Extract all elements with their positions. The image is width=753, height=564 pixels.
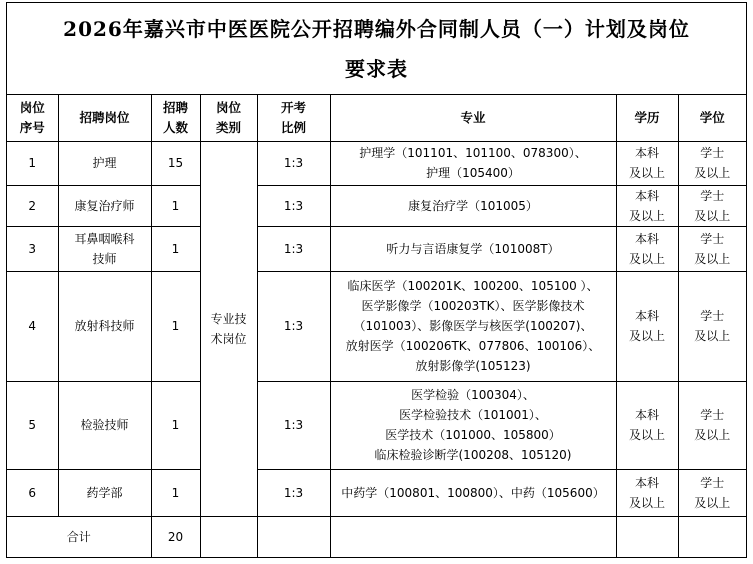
table-row <box>7 185 746 226</box>
degree-cell: 学士 及以上 <box>678 271 746 381</box>
title-line-1: 2026年嘉兴市中医医院公开招聘编外合同制人员（一）计划及岗位 <box>63 17 690 41</box>
header-major: 专业 <box>330 95 616 141</box>
header-seq: 岗位 序号 <box>7 95 58 141</box>
empty-cell <box>330 516 616 558</box>
degree-cell: 学士 及以上 <box>678 469 746 516</box>
major-cell: 临床医学（100201K、100200、105100 ）、 医学影像学（100203TK）、医学影像技术 （101003）、影像医学与核医学(100207)、 放射医学（100206TK、077806、100106）、 放射影像学(105123) <box>330 271 616 381</box>
education-cell: 本科 及以上 <box>616 271 678 381</box>
seq-cell: 1 <box>7 141 58 185</box>
empty-cell <box>257 516 330 558</box>
seq-cell: 4 <box>7 271 58 381</box>
table-row <box>7 381 746 469</box>
ratio-cell: 1:3 <box>257 381 330 469</box>
table-row <box>7 226 746 271</box>
table-row <box>7 141 746 185</box>
count-cell: 1 <box>151 381 200 469</box>
total-count: 20 <box>151 516 200 558</box>
major-cell: 中药学（100801、100800）、中药（105600） <box>330 469 616 516</box>
ratio-cell: 1:3 <box>257 185 330 226</box>
major-cell: 康复治疗学（101005） <box>330 185 616 226</box>
title-line-2: 要求表 <box>345 57 408 81</box>
position-cell: 检验技师 <box>58 381 151 469</box>
count-cell: 1 <box>151 469 200 516</box>
degree-cell: 学士 及以上 <box>678 381 746 469</box>
recruitment-plan-sheet <box>6 2 747 558</box>
seq-cell: 6 <box>7 469 58 516</box>
count-cell: 1 <box>151 271 200 381</box>
seq-cell: 2 <box>7 185 58 226</box>
ratio-cell: 1:3 <box>257 271 330 381</box>
header-category: 岗位 类别 <box>200 95 257 141</box>
education-cell: 本科 及以上 <box>616 141 678 185</box>
total-label: 合计 <box>7 516 151 558</box>
header-ratio: 开考 比例 <box>257 95 330 141</box>
position-cell: 护理 <box>58 141 151 185</box>
position-cell: 放射科技师 <box>58 271 151 381</box>
ratio-cell: 1:3 <box>257 469 330 516</box>
count-cell: 15 <box>151 141 200 185</box>
category-cell: 专业技 术岗位 <box>200 141 257 516</box>
table-header-row <box>7 95 746 141</box>
table-row <box>7 469 746 516</box>
header-education: 学历 <box>616 95 678 141</box>
major-cell: 听力与言语康复学（101008T） <box>330 226 616 271</box>
total-row <box>7 516 746 558</box>
degree-cell: 学士 及以上 <box>678 226 746 271</box>
header-count: 招聘 人数 <box>151 95 200 141</box>
seq-cell: 5 <box>7 381 58 469</box>
count-cell: 1 <box>151 185 200 226</box>
header-degree: 学位 <box>678 95 746 141</box>
empty-cell <box>200 516 257 558</box>
degree-cell: 学士 及以上 <box>678 185 746 226</box>
empty-cell <box>678 516 746 558</box>
major-cell: 医学检验（100304）、 医学检验技术（101001）、 医学技术（101000、105800） 临床检验诊断学(100208、105120) <box>330 381 616 469</box>
education-cell: 本科 及以上 <box>616 381 678 469</box>
major-cell: 护理学（101101、101100、078300）、 护理（105400） <box>330 141 616 185</box>
page-title <box>7 3 746 95</box>
degree-cell: 学士 及以上 <box>678 141 746 185</box>
education-cell: 本科 及以上 <box>616 226 678 271</box>
position-cell: 药学部 <box>58 469 151 516</box>
table-row <box>7 271 746 381</box>
count-cell: 1 <box>151 226 200 271</box>
position-cell: 康复治疗师 <box>58 185 151 226</box>
ratio-cell: 1:3 <box>257 226 330 271</box>
position-cell: 耳鼻咽喉科 技师 <box>58 226 151 271</box>
positions-table <box>7 95 746 558</box>
education-cell: 本科 及以上 <box>616 469 678 516</box>
education-cell: 本科 及以上 <box>616 185 678 226</box>
ratio-cell: 1:3 <box>257 141 330 185</box>
header-position: 招聘岗位 <box>58 95 151 141</box>
seq-cell: 3 <box>7 226 58 271</box>
empty-cell <box>616 516 678 558</box>
